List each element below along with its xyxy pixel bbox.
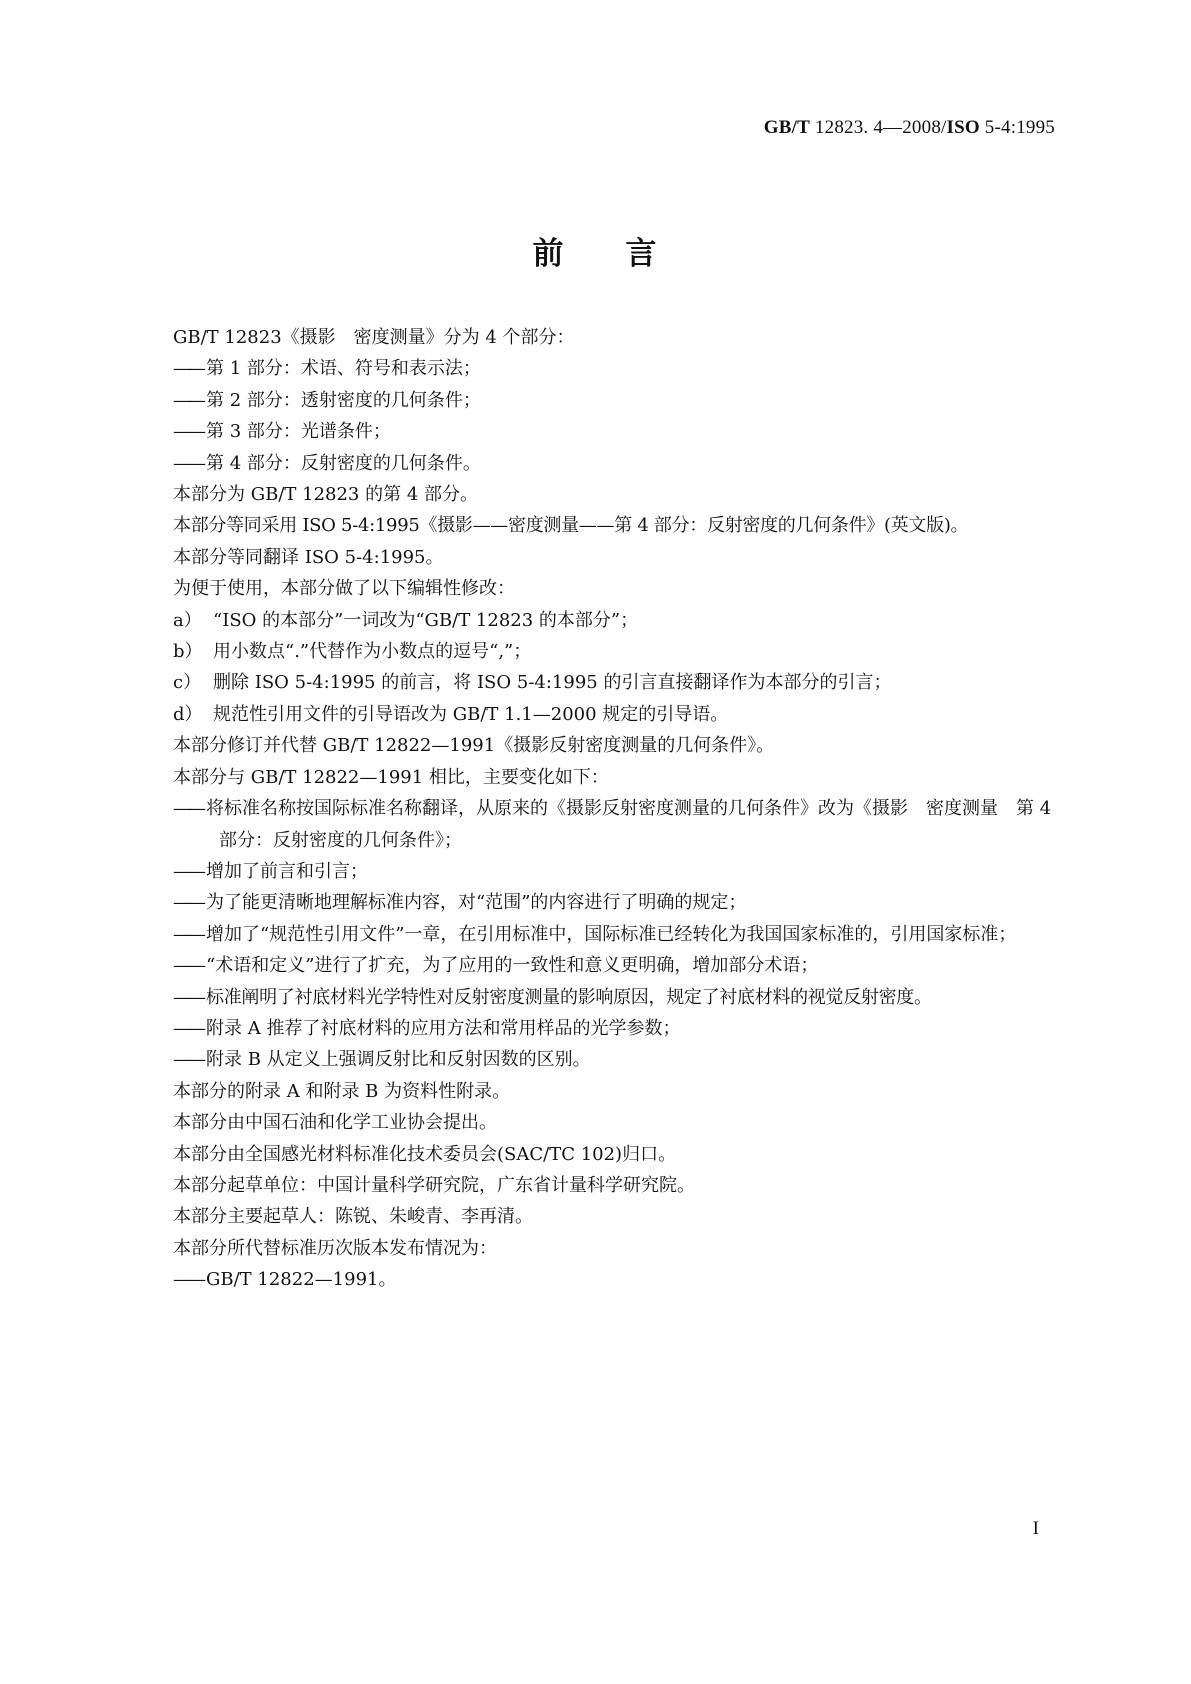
list-item-text: 附录 A 推荐了衬底材料的应用方法和常用样品的光学参数； bbox=[206, 1017, 681, 1039]
title-char-2: 言 bbox=[625, 236, 659, 272]
header-iso-number: 5-4:1995 bbox=[979, 117, 1055, 138]
list-item bbox=[173, 856, 1055, 887]
paragraph: 为便于使用，本部分做了以下编辑性修改： bbox=[173, 578, 515, 600]
paragraph: 本部分所代替标准历次版本发布情况为： bbox=[173, 1237, 497, 1259]
list-item-text: 用小数点“.”代替作为小数点的逗号“,”； bbox=[213, 641, 532, 663]
list-item-text: 增加了“规范性引用文件”一章，在引用标准中，国际标准已经转化为我国国家标准的，引用国家标准； bbox=[206, 923, 1017, 945]
list-item-text: “ISO 的本部分”一词改为“GB/T 12823 的本部分”； bbox=[213, 609, 639, 631]
paragraph: 本部分修订并代替 GB/T 12822—1991《摄影反射密度测量的几何条件》。 bbox=[173, 735, 775, 757]
paragraph: 本部分的附录 A 和附录 B 为资料性附录。 bbox=[173, 1080, 511, 1102]
list-item bbox=[173, 353, 1055, 384]
list-marker: c） bbox=[173, 672, 202, 694]
list-item bbox=[173, 605, 1055, 636]
list-item-text: 规范性引用文件的引导语改为 GB/T 1.1—2000 规定的引导语。 bbox=[213, 703, 729, 725]
list-item-text: 第 4 部分：反射密度的几何条件。 bbox=[206, 452, 481, 474]
list-item-text: 附录 B 从定义上强调反射比和反射因数的区别。 bbox=[206, 1049, 591, 1071]
list-item-text: 第 2 部分：透射密度的几何条件； bbox=[206, 389, 481, 411]
list-item bbox=[173, 699, 1055, 730]
paragraph: 本部分由中国石油和化学工业协会提出。 bbox=[173, 1112, 497, 1134]
title-char-1: 前 bbox=[532, 236, 566, 272]
paragraph: 本部分主要起草人：陈锐、朱峻青、李再清。 bbox=[173, 1206, 533, 1228]
list-item-text: 将标准名称按国际标准名称翻译，从原来的《摄影反射密度测量的几何条件》改为《摄影 密度测量 第 4 部分：反射密度的几何条件》； bbox=[206, 798, 1052, 851]
list-marker: d） bbox=[173, 703, 203, 725]
list-item bbox=[173, 1013, 1055, 1044]
list-item bbox=[173, 385, 1055, 416]
list-item bbox=[173, 416, 1055, 447]
list-marker: b） bbox=[173, 641, 203, 663]
list-item-text: 为了能更清晰地理解标准内容，对“范围”的内容进行了明确的规定； bbox=[206, 892, 747, 914]
list-item bbox=[173, 448, 1055, 479]
list-item bbox=[173, 950, 1055, 981]
paragraph: 本部分等同翻译 ISO 5-4:1995。 bbox=[173, 546, 444, 568]
list-item bbox=[173, 793, 1055, 856]
paragraph: 本部分等同采用 ISO 5-4:1995《摄影——密度测量——第 4 部分：反射密度的几何条件》(英文版)。 bbox=[173, 515, 969, 537]
list-item-text: 第 1 部分：术语、符号和表示法； bbox=[206, 358, 481, 380]
page-title bbox=[0, 228, 1191, 273]
list-item-text: “术语和定义”进行了扩充，为了应用的一致性和意义更明确，增加部分术语； bbox=[206, 955, 819, 977]
list-item-text: 增加了前言和引言； bbox=[206, 860, 368, 882]
list-item-text: 删除 ISO 5-4:1995 的前言，将 ISO 5-4:1995 的引言直接翻译作为本部分的引言； bbox=[213, 672, 892, 694]
paragraph: GB/T 12823《摄影 密度测量》分为 4 个部分： bbox=[173, 327, 575, 348]
header-iso: ISO bbox=[946, 117, 980, 138]
list-marker: a） bbox=[173, 609, 202, 631]
paragraph: 本部分起草单位：中国计量科学研究院，广东省计量科学研究院。 bbox=[173, 1174, 695, 1196]
list-item-text: GB/T 12822—1991。 bbox=[206, 1269, 397, 1291]
list-item bbox=[173, 667, 1055, 698]
paragraph: 本部分为 GB/T 12823 的第 4 部分。 bbox=[173, 484, 478, 506]
paragraph: 本部分与 GB/T 12822—1991 相比，主要变化如下： bbox=[173, 766, 609, 788]
list-item bbox=[173, 1264, 1055, 1295]
paragraph: 本部分由全国感光材料标准化技术委员会(SAC/TC 102)归口。 bbox=[173, 1143, 677, 1165]
list-item bbox=[173, 887, 1055, 918]
list-item bbox=[173, 982, 1055, 1013]
header-gbt: GB/T bbox=[763, 117, 810, 138]
standard-code-header bbox=[764, 117, 1055, 139]
list-item-text: 标准阐明了衬底材料光学特性对反射密度测量的影响原因，规定了衬底材料的视觉反射密度。 bbox=[206, 986, 932, 1008]
header-number: 12823. 4—2008/ bbox=[809, 117, 947, 138]
foreword-body bbox=[173, 322, 1055, 1296]
page-number: I bbox=[1032, 1518, 1039, 1539]
list-item bbox=[173, 1044, 1055, 1075]
list-item bbox=[173, 919, 1055, 950]
list-item bbox=[173, 636, 1055, 667]
list-item-text: 第 3 部分：光谱条件； bbox=[206, 421, 391, 443]
